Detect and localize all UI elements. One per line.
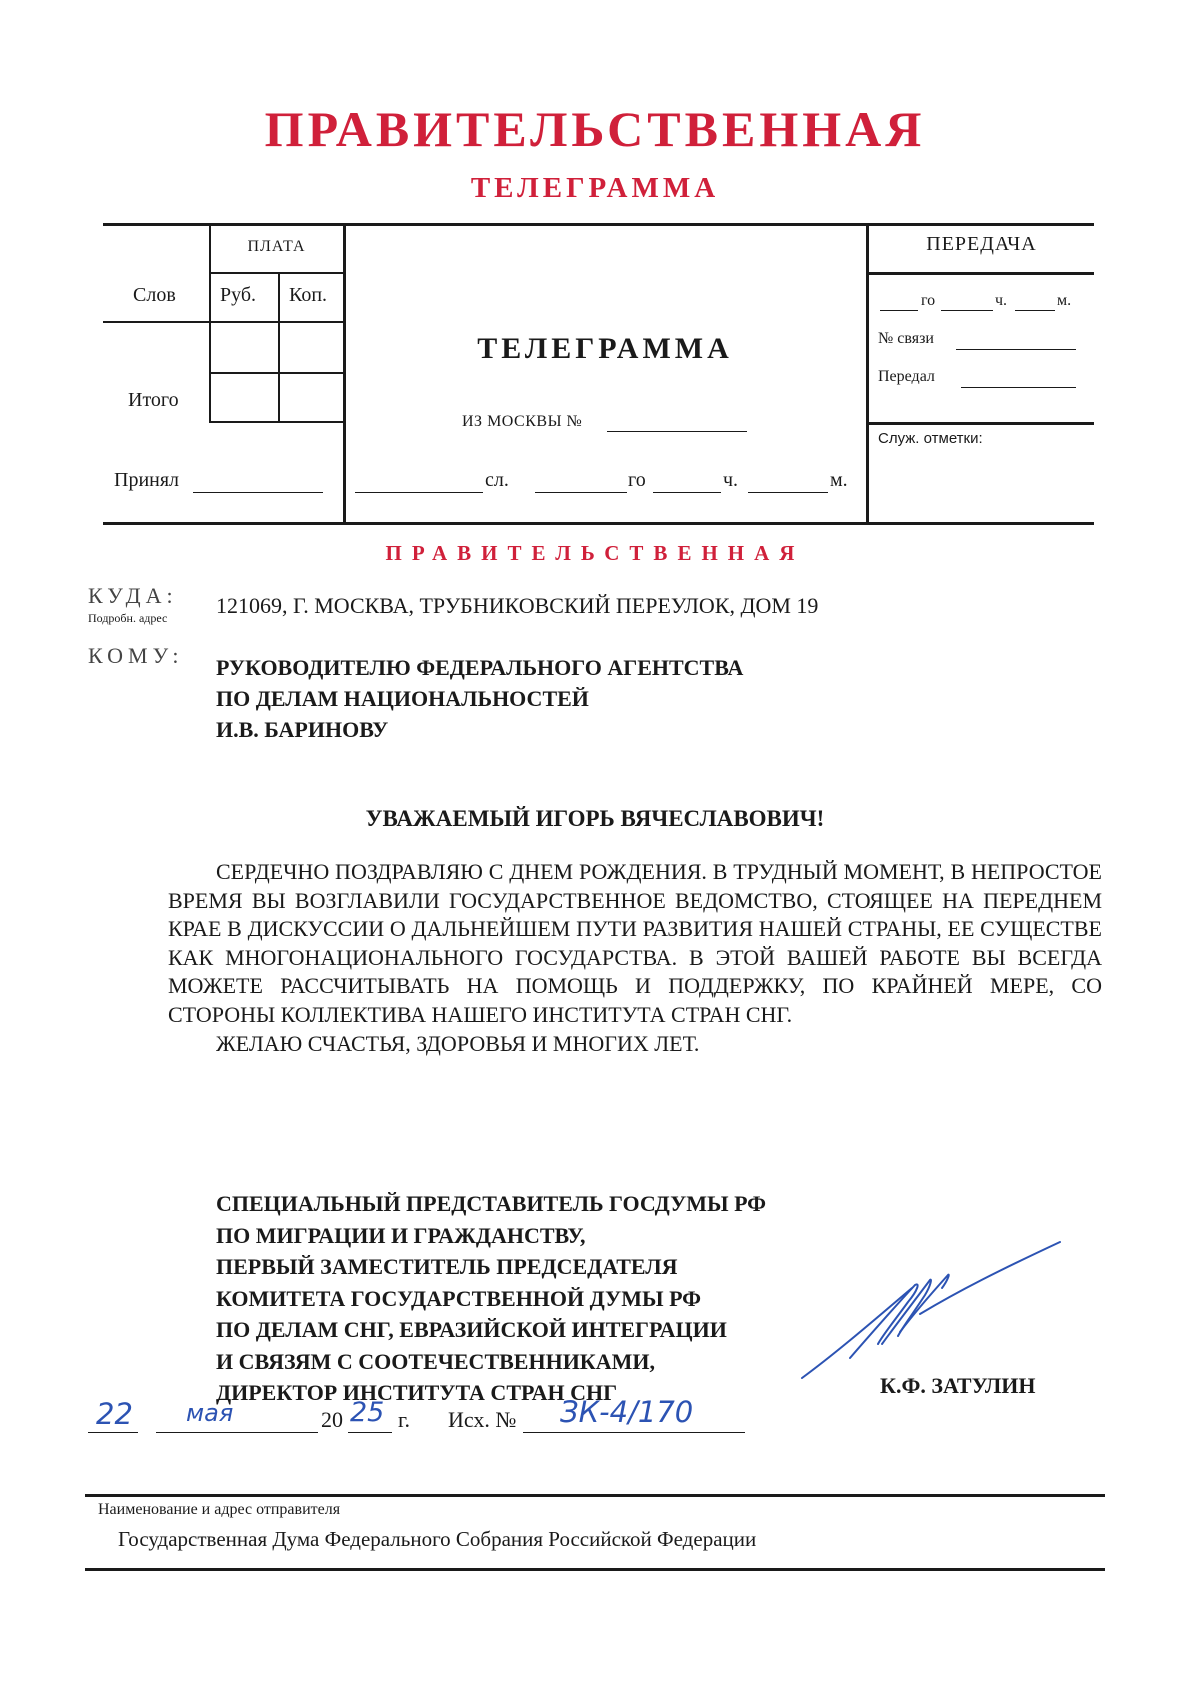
ch-right-blank [941, 310, 993, 311]
letter-paragraph: СЕРДЕЧНО ПОЗДРАВЛЯЮ С ДНЕМ РОЖДЕНИЯ. В ТРУДНЫЙ МОМЕНТ, В НЕПРОСТОЕ ВРЕМЯ ВЫ ВОЗГЛАВИЛИ ГОСУДАРСТВЕННОЕ ВЕДОМСТВО, СТОЯЩЕЕ НА ПЕРЕДНЕМ КРАЕ В ДИСКУССИИ О ДАЛЬНЕЙШЕМ ПУТИ РАЗВИТИЯ НАШЕЙ СТРАНЫ, ЕЕ СУЩЕСТВЕ КАК МНОГОНАЦИОНАЛЬНОГО ГОСУДАРСТВА. В ЭТОЙ ВАШЕЙ РАБОТЕ ВЫ ВСЕГДА МОЖЕТЕ РАССЧИТЫВАТЬ НА ПОМОЩЬ И ПОДДЕРЖКУ, ПО КРАЙНЕЙ МЕРЕ, СО СТОРОНЫ КОЛЛЕКТИВА НАШЕГО ИНСТИТУТА СТРАН СНГ. [168, 859, 1102, 1027]
recipient-line: ПО ДЕЛАМ НАЦИОНАЛЬНОСТЕЙ [216, 686, 589, 711]
prinyal-blank [193, 492, 323, 493]
form-line [210, 421, 343, 423]
peredacha-label: ПЕРЕДАЧА [926, 233, 1037, 255]
recipient-block [216, 652, 743, 745]
go-label: го [628, 469, 646, 491]
m-label: м. [830, 469, 848, 491]
sl-label: сл. [485, 469, 509, 491]
sender-line: ПО МИГРАЦИИ И ГРАЖДАНСТВУ, [216, 1222, 586, 1248]
rub-label: Руб. [220, 284, 257, 306]
form-line [278, 272, 280, 423]
ch-blank [653, 492, 721, 493]
slov-label: Слов [133, 284, 176, 306]
m-right-label: м. [1057, 292, 1072, 309]
sender-block [216, 1188, 766, 1409]
prinyal-label: Принял [114, 469, 180, 491]
signer-name: К.Ф. ЗАТУЛИН [880, 1373, 1036, 1398]
n-svyazi-label: № связи [878, 330, 934, 347]
kuda-value: 121069, Г. МОСКВА, ТРУБНИКОВСКИЙ ПЕРЕУЛОК, ДОМ 19 [216, 593, 819, 618]
itogo-label: Итого [128, 389, 179, 411]
recipient-line: И.В. БАРИНОВУ [216, 717, 389, 742]
kuda-sublabel: Подробн. адрес [88, 611, 168, 625]
sender-line: ПО ДЕЛАМ СНГ, ЕВРАЗИЙСКОЙ ИНТЕГРАЦИИ [216, 1317, 727, 1342]
hour-blank [880, 310, 918, 311]
form-top-border [103, 223, 1094, 226]
komu-label: КОМУ: [88, 643, 184, 668]
footer-top-border [85, 1494, 1105, 1497]
year-g-label: г. [398, 1407, 411, 1432]
sender-line: ПЕРВЫЙ ЗАМЕСТИТЕЛЬ ПРЕДСЕДАТЕЛЯ [216, 1254, 678, 1279]
ch-right-label: ч. [995, 292, 1008, 309]
handwritten-month: мая [186, 1399, 234, 1427]
sender-line: ДИРЕКТОР ИНСТИТУТА СТРАН СНГ [216, 1380, 618, 1405]
year-prefix: 20 [321, 1407, 343, 1432]
month-blank [156, 1432, 318, 1433]
telegram-center-title: ТЕЛЕГРАММА [477, 332, 733, 365]
greeting: УВАЖАЕМЫЙ ИГОРЬ ВЯЧЕСЛАВОВИЧ! [365, 806, 825, 831]
form-line [866, 422, 1094, 425]
outgoing-number-label: Исх. № [448, 1407, 517, 1432]
kop-label: Коп. [289, 284, 328, 306]
footer-bottom-border [85, 1568, 1105, 1571]
handwritten-year: 25 [350, 1397, 385, 1428]
go-right-label: го [921, 292, 936, 309]
sender-line: КОМИТЕТА ГОСУДАРСТВЕННОЙ ДУМЫ РФ [216, 1285, 702, 1311]
form-line [103, 321, 343, 323]
form-line [866, 272, 1094, 275]
sender-line: СПЕЦИАЛЬНЫЙ ПРЕДСТАВИТЕЛЬ ГОСДУМЫ РФ [216, 1191, 767, 1216]
form-line [210, 372, 343, 374]
sluzh-label: Служ. отметки: [878, 430, 983, 447]
m-blank [748, 492, 828, 493]
ch-label: ч. [723, 469, 739, 491]
iz-moskvy-blank [607, 431, 747, 432]
handwritten-outgoing-number: ЗК-4/170 [560, 1395, 694, 1429]
sl-blank [355, 492, 483, 493]
peredal-label: Передал [878, 368, 935, 385]
recipient-line: РУКОВОДИТЕЛЮ ФЕДЕРАЛЬНОГО АГЕНТСТВА [216, 655, 744, 680]
m-right-blank [1015, 310, 1055, 311]
handwritten-signature [790, 1240, 1070, 1390]
document-subtitle: ТЕЛЕГРАММА [470, 172, 720, 204]
government-band: ПРАВИТЕЛЬСТВЕННАЯ [385, 541, 805, 565]
day-blank [88, 1432, 138, 1433]
handwritten-day: 22 [96, 1397, 133, 1431]
outgoing-number-blank [523, 1432, 745, 1433]
form-line [210, 272, 343, 274]
kuda-label: КУДА: [88, 583, 178, 608]
letter-paragraph: ЖЕЛАЮ СЧАСТЬЯ, ЗДОРОВЬЯ И МНОГИХ ЛЕТ. [216, 1030, 700, 1056]
iz-moskvy-label: ИЗ МОСКВЫ № [462, 413, 583, 430]
year-blank [348, 1432, 392, 1433]
letter-body [168, 858, 1102, 1058]
sender-line: И СВЯЗЯМ С СООТЕЧЕСТВЕННИКАМИ, [216, 1348, 656, 1374]
n-svyazi-blank [956, 349, 1076, 350]
sender-address-label: Наименование и адрес отправителя [98, 1501, 341, 1518]
peredal-blank [961, 387, 1076, 388]
plata-label: ПЛАТА [247, 238, 306, 255]
go-blank [535, 492, 627, 493]
form-bottom-border [103, 522, 1094, 525]
form-line [866, 223, 869, 524]
document-title: ПРАВИТЕЛЬСТВЕННАЯ [264, 101, 926, 157]
sender-organization: Государственная Дума Федерального Собрания Российской Федерации [118, 1527, 757, 1551]
form-line [343, 223, 346, 524]
